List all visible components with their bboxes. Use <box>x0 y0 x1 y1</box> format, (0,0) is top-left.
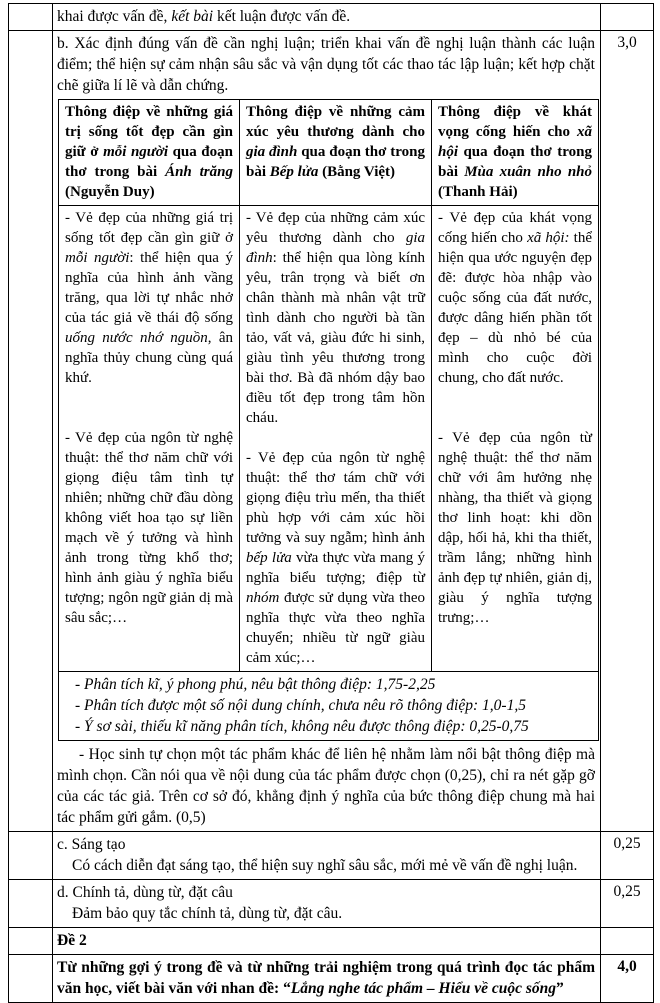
row-section-b <box>9 30 653 831</box>
header-anh-trang <box>59 100 239 205</box>
de-2-score-cell <box>600 928 653 954</box>
message-table-body-row <box>59 206 598 671</box>
de-2-question-cell <box>53 955 600 1002</box>
criteria-line-3: - Ý sơ sài, thiếu kĩ năng phân tích, không nêu được thông điệp: 0,25-0,75 <box>75 718 529 735</box>
question-number-cell <box>9 955 53 1002</box>
anh-trang-content-paragraph: - Vẻ đẹp của những giá trị sống tốt đẹp cần gìn giữ ở mỗi người: thể hiện qua ý nghĩa của hình ảnh vầng trăng, qua lời tự nhắc nhở của tác giả về thái độ sống uống nước nhớ nguồn, ân nghĩa thủy chung cùng quá khứ. <box>65 210 233 386</box>
section-d-desc: Đảm bảo quy tắc chính tả, dùng từ, đặt câu. <box>72 905 343 922</box>
header-bep-lua <box>239 100 431 205</box>
cell-anh-trang <box>59 206 239 671</box>
note-block <box>57 744 595 828</box>
section-c-desc: Có cách diễn đạt sáng tạo, thể hiện suy nghĩ sâu sắc, mới mẻ về vấn đề nghị luận. <box>72 857 578 874</box>
anh-trang-art-paragraph: - Vẻ đẹp của ngôn từ nghệ thuật: thể thơ năm chữ với giọng điệu tâm tình tự nhiên; những chữ đầu dòng không viết hoa tạo sự liền mạch về ý tưởng và hình ảnh trong từng khổ thơ; hình ảnh giàu ý nghĩa biểu tượng; ngôn ngữ giản dị mà sâu sắc;… <box>65 430 233 626</box>
bep-lua-art-paragraph: - Vẻ đẹp của ngôn từ nghệ thuật: thể thơ tám chữ với giọng điệu trìu mến, tha thiết phù hợp với cảm xúc hồi tưởng và suy ngẫm; hình ảnh bếp lửa vừa thực vừa mang ý nghĩa biểu tượng; điệp từ nhóm được sử dụng vừa theo nghĩa thực vừa theo nghĩa chuyển; nhiều từ ngữ giàu cảm xúc;… <box>246 450 425 666</box>
section-c-score-cell: 0,25 <box>600 832 653 879</box>
cell-mua-xuan-nho-nho <box>431 206 598 671</box>
row-de-2 <box>9 927 653 954</box>
question-number-cell <box>9 880 53 927</box>
cell-bep-lua <box>239 206 431 671</box>
section-b-cell <box>53 31 600 831</box>
section-c-cell <box>53 832 600 879</box>
question-number-cell <box>9 832 53 879</box>
carryover-cell <box>53 4 600 30</box>
de-2-cell <box>53 928 600 954</box>
question-number-cell <box>9 928 53 954</box>
de-2-label: Đề 2 <box>57 932 87 949</box>
scoring-criteria-row <box>59 671 598 740</box>
de-2-question-text: Từ những gợi ý trong đề và từ những trải nghiệm trong quá trình đọc tác phẩm văn học, viết bài văn với nhan đề: “Lắng nghe tác phẩm – Hiểu về cuộc sống” <box>57 959 595 997</box>
header-mua-xuan-nho-nho-text: Thông điệp về khát vọng cống hiến cho xã hội qua đoạn thơ trong bài Mùa xuân nho nhỏ (Thanh Hải) <box>438 104 592 200</box>
criteria-line-2: - Phân tích được một số nội dung chính, chưa nêu rõ thông điệp: 1,0-1,5 <box>75 697 526 714</box>
section-d-cell <box>53 880 600 927</box>
header-mua-xuan-nho-nho <box>431 100 598 205</box>
mua-xuan-art-paragraph: - Vẻ đẹp của ngôn từ nghệ thuật: thể thơ năm chữ với âm hưởng nhẹ nhàng, tha thiết và giọng thơ linh hoạt: khi dồn dập, hối hả, khi tha thiết, trầm lắng; những hình ảnh đẹp tự nhiên, giản dị, giàu ý nghĩa tượng trưng;… <box>438 430 592 626</box>
criteria-line-1: - Phân tích kĩ, ý phong phú, nêu bật thông điệp: 1,75-2,25 <box>75 676 436 693</box>
row-section-c <box>9 831 653 879</box>
header-bep-lua-text: Thông điệp về những cảm xúc yêu thương dành cho gia đình qua đoạn thơ trong bài Bếp lửa (Bằng Việt) <box>246 104 425 180</box>
question-number-cell <box>9 31 53 831</box>
section-d-score-cell: 0,25 <box>600 880 653 927</box>
row-de-2-question <box>9 954 653 1002</box>
section-d-title: d. Chính tả, dùng từ, đặt câu <box>57 884 233 901</box>
note-paragraph: - Học sinh tự chọn một tác phẩm khác để liên hệ nhằm làm nổi bật thông điệp mà mình chọn. Cần nói qua về nội dung của tác phẩm được chọn (0,25), chỉ ra nét gặp gỡ của các tác giả. Trên cơ sở đó, khẳng định ý nghĩa của bức thông điệp chung mà hai tác phẩm gửi gắm. (0,5) <box>57 746 595 826</box>
row-section-d <box>9 879 653 927</box>
mua-xuan-content-paragraph: - Vẻ đẹp của khát vọng cống hiến cho xã hội: thể hiện qua ước nguyện đẹp đẽ: được hòa nhập vào cuộc sống của đất nước, được dâng hiến phần tốt đẹp – dù nhỏ bé của mình cho cuộc đời chung, cho đất nước. <box>438 210 592 386</box>
row-carryover <box>9 4 653 30</box>
carryover-score-cell <box>600 4 653 30</box>
message-comparison-table <box>58 99 599 741</box>
de-2-question-score-cell: 4,0 <box>600 955 653 1002</box>
answer-rubric-table <box>8 3 654 1003</box>
section-c-title: c. Sáng tạo <box>57 836 126 853</box>
question-number-cell <box>9 4 53 30</box>
section-b-intro: b. Xác định đúng vấn đề cần nghị luận; triển khai vấn đề nghị luận thành các luận điểm; thể hiện sự cảm nhận sâu sắc và vận dụng tốt các thao tác lập luận; kết hợp chặt chẽ giữa lí lẽ và dẫn chứng. <box>57 35 595 94</box>
section-b-score-cell: 3,0 <box>600 31 653 831</box>
bep-lua-content-paragraph: - Vẻ đẹp của những cảm xúc yêu thương dành cho gia đình: thể hiện qua lòng kính yêu, trân trọng và biết ơn chân thành mà nhân vật trữ tình dành cho người bà tần tảo, vất vả, giàu đức hi sinh, giàu tình yêu thương trong bài thơ. Bà đã nhóm dậy bao điều tốt đẹp trong tâm hồn cháu. <box>246 210 425 426</box>
message-table-header-row <box>59 100 598 206</box>
carryover-text: khai được vấn đề, kết bài kết luận được vấn đề. <box>57 8 351 25</box>
header-anh-trang-text: Thông điệp về những giá trị sống tốt đẹp cần gìn giữ ở mỗi người qua đoạn thơ trong bài Ánh trăng (Nguyễn Duy) <box>65 104 233 200</box>
